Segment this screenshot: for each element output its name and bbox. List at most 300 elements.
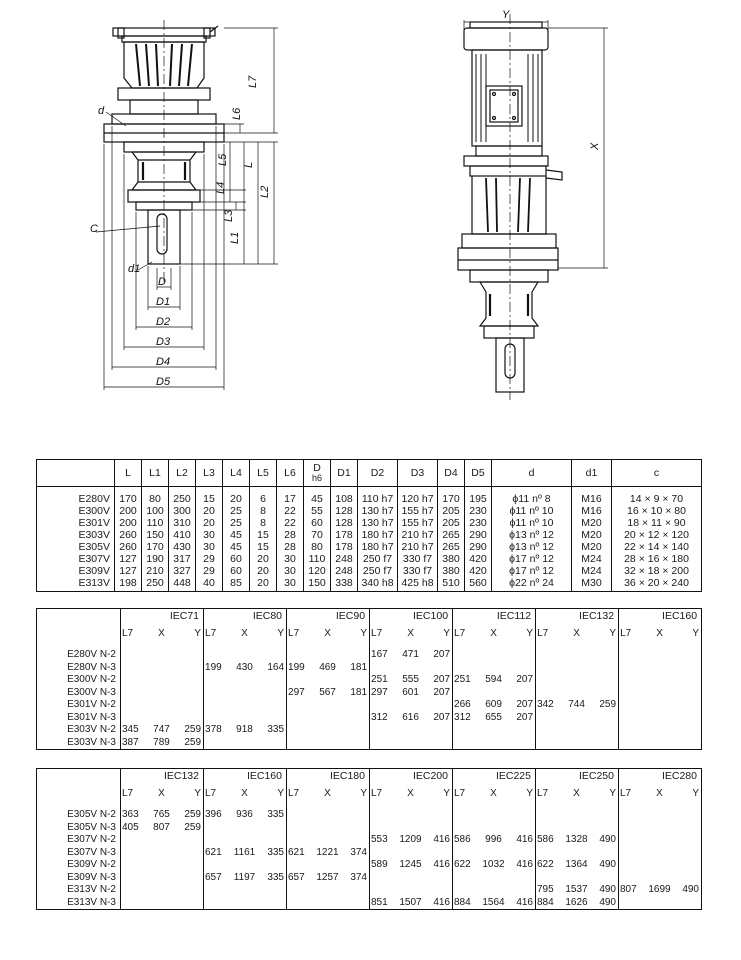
value-cell <box>148 847 176 860</box>
iec-group-header: IEC225 <box>453 769 536 786</box>
value-cell: 14 × 9 × 70 <box>612 487 702 506</box>
value-cell <box>176 662 204 675</box>
value-cell <box>563 687 591 700</box>
value-cell: 1245 <box>399 859 422 871</box>
value-cell: 416 <box>433 896 450 908</box>
value-cell <box>425 872 453 885</box>
value-cell: 657 <box>287 872 314 885</box>
value-cell: 297 <box>287 687 314 700</box>
value-cell: 330 f7 <box>398 565 438 577</box>
iec-subheader: L7 <box>121 785 148 801</box>
iec-subheader: L7 <box>370 625 397 641</box>
value-cell: 335 <box>267 724 285 736</box>
spacer-cell <box>370 801 397 809</box>
column-header <box>304 460 331 487</box>
value-cell: 380 <box>438 565 465 577</box>
table-row <box>37 847 702 860</box>
value-cell: 207 <box>433 674 451 686</box>
value-cell <box>480 737 508 750</box>
value-cell <box>508 884 536 897</box>
drawing-svg <box>0 0 741 450</box>
value-cell <box>370 822 397 835</box>
iec-subheader: L7 <box>204 785 231 801</box>
value-cell: 327 <box>169 565 196 577</box>
value-cell: 170 <box>142 541 169 553</box>
iec-subheader: X <box>158 788 165 799</box>
spacer-cell <box>370 641 397 649</box>
iec-subheader: L7 <box>287 625 314 641</box>
value-cell: 765 <box>153 809 170 821</box>
column-header: D2 <box>358 460 398 487</box>
table-row <box>37 737 702 750</box>
value-cell <box>121 834 148 847</box>
value-cell <box>508 809 536 822</box>
value-cell <box>591 847 619 860</box>
spacer-cell <box>453 801 480 809</box>
value-cell: 40 <box>196 577 223 592</box>
value-cell: 589 <box>370 859 397 872</box>
value-cell <box>646 822 674 835</box>
value-cell: ϕ11 nº 10 <box>492 505 572 517</box>
value-cell <box>287 699 314 712</box>
value-cell <box>536 674 563 687</box>
right-drawing-labels <box>502 9 601 151</box>
value-cell <box>176 699 204 712</box>
value-cell <box>397 737 425 750</box>
value-cell <box>148 674 176 687</box>
iec-subheader: X <box>407 788 414 799</box>
value-cell: 60 <box>304 517 331 529</box>
value-cell <box>646 699 674 712</box>
value-cell <box>674 834 702 847</box>
value-cell: 28 × 16 × 180 <box>612 553 702 565</box>
value-cell <box>536 712 563 725</box>
iec-subheader: Y <box>609 628 617 639</box>
value-cell <box>148 649 176 662</box>
value-cell: 259 <box>184 736 202 748</box>
column-header: L1 <box>142 460 169 487</box>
value-cell <box>314 674 342 687</box>
corner-cell <box>37 769 121 786</box>
value-cell: 555 <box>402 674 419 686</box>
iec-subheader: Y <box>194 628 202 639</box>
value-cell: 25 <box>223 517 250 529</box>
value-cell <box>370 724 397 737</box>
value-cell <box>591 822 619 835</box>
value-cell: 416 <box>516 896 533 908</box>
value-cell: 363 <box>121 809 148 822</box>
value-cell <box>121 662 148 675</box>
spacer-cell <box>508 801 536 809</box>
iec-subheader: X <box>656 628 663 639</box>
value-cell <box>646 897 674 910</box>
label-C: C <box>90 223 98 235</box>
iec-body <box>37 801 702 910</box>
value-cell <box>619 897 646 910</box>
value-cell <box>259 834 287 847</box>
value-cell <box>287 834 314 847</box>
value-cell: 1032 <box>482 859 505 871</box>
value-cell <box>121 674 148 687</box>
value-cell <box>674 724 702 737</box>
value-cell: 266 <box>453 699 480 712</box>
value-cell: 120 <box>304 565 331 577</box>
table-row <box>37 822 702 835</box>
value-cell <box>204 712 231 725</box>
value-cell: 586 <box>453 834 480 847</box>
value-cell: 430 <box>169 541 196 553</box>
value-cell <box>121 859 148 872</box>
spacer-cell <box>480 801 508 809</box>
value-cell: 387 <box>121 737 148 750</box>
value-cell <box>342 834 370 847</box>
value-cell <box>508 687 536 700</box>
value-cell <box>674 712 702 725</box>
value-cell <box>259 897 287 910</box>
value-cell: 80 <box>142 487 169 506</box>
iec-group-header: IEC250 <box>536 769 619 786</box>
value-cell: 657 <box>204 872 231 885</box>
iec-subheader: Y <box>443 788 450 799</box>
value-cell: 164 <box>267 661 285 673</box>
value-cell <box>536 809 563 822</box>
value-cell <box>314 822 342 835</box>
iec-subheader: Y <box>526 628 534 639</box>
value-cell <box>176 859 204 872</box>
iec-group-header: IEC280 <box>619 769 702 786</box>
value-cell <box>425 662 453 675</box>
value-cell <box>480 884 508 897</box>
table-row <box>37 699 702 712</box>
value-cell: M20 <box>572 529 612 541</box>
value-cell <box>148 859 176 872</box>
value-cell <box>619 674 646 687</box>
label-L: L <box>243 161 255 168</box>
value-cell: 300 <box>169 505 196 517</box>
value-cell <box>508 872 536 885</box>
value-cell: 251 <box>370 674 397 687</box>
table-row <box>37 687 702 700</box>
value-cell <box>176 897 204 910</box>
value-cell: 170 <box>438 487 465 506</box>
value-cell: 195 <box>465 487 492 506</box>
value-cell <box>674 872 702 885</box>
iec-group-header: IEC71 <box>121 609 204 626</box>
value-cell: 15 <box>196 487 223 506</box>
value-cell: 490 <box>599 834 616 846</box>
value-cell: 260 <box>115 529 142 541</box>
value-cell <box>287 859 314 872</box>
value-cell <box>619 737 646 750</box>
value-cell: M30 <box>572 577 612 592</box>
value-cell: 345 <box>121 724 148 737</box>
value-cell <box>287 822 314 835</box>
value-cell: 210 <box>142 565 169 577</box>
value-cell <box>231 699 259 712</box>
value-cell: ϕ22 nº 24 <box>492 577 572 592</box>
value-cell <box>619 859 646 872</box>
value-cell <box>453 687 480 700</box>
model-cell: E309V N-2 <box>67 859 116 871</box>
column-header: L <box>115 460 142 487</box>
iec-group-row <box>37 609 702 626</box>
value-cell: 1537 <box>565 884 588 896</box>
value-cell <box>342 649 370 662</box>
corner-cell <box>37 625 121 641</box>
iec-subheader: L7 <box>536 625 563 641</box>
spacer-cell <box>314 801 342 809</box>
spacer-cell <box>287 641 314 649</box>
column-header: D3 <box>398 460 438 487</box>
value-cell: ϕ11 nº 8 <box>492 487 572 506</box>
value-cell <box>314 712 342 725</box>
value-cell <box>148 699 176 712</box>
value-cell <box>148 662 176 675</box>
iec-subheader: Y <box>692 628 700 639</box>
value-cell <box>148 872 176 885</box>
spacer-cell <box>563 641 591 649</box>
iec-subheader: L7 <box>370 785 397 801</box>
model-cell: E301V N-3 <box>67 711 116 723</box>
value-cell: 251 <box>453 674 480 687</box>
value-cell: 180 h7 <box>358 529 398 541</box>
model-cell: E303V N-2 <box>67 724 116 736</box>
table-row <box>37 662 702 675</box>
value-cell <box>646 872 674 885</box>
iec-group-header: IEC100 <box>370 609 453 626</box>
value-cell <box>453 884 480 897</box>
value-cell <box>397 724 425 737</box>
value-cell <box>674 674 702 687</box>
iec-group-header: IEC132 <box>121 769 204 786</box>
value-cell <box>508 662 536 675</box>
value-cell: 416 <box>516 834 533 846</box>
label-L6: L6 <box>231 107 243 120</box>
value-cell <box>619 872 646 885</box>
value-cell <box>508 649 536 662</box>
value-cell <box>121 897 148 910</box>
spacer-cell <box>342 801 370 809</box>
model-cell: E303V <box>78 528 110 541</box>
value-cell: 330 f7 <box>398 553 438 565</box>
value-cell: 250 f7 <box>358 553 398 565</box>
value-cell: 80 <box>304 541 331 553</box>
spacer-cell <box>231 801 259 809</box>
iec-group-header: IEC90 <box>287 609 370 626</box>
table-row <box>37 859 702 872</box>
value-cell: 30 <box>196 541 223 553</box>
value-cell <box>674 649 702 662</box>
value-cell <box>591 662 619 675</box>
value-cell <box>646 724 674 737</box>
value-cell <box>563 847 591 860</box>
value-cell: 25 <box>223 505 250 517</box>
value-cell <box>370 847 397 860</box>
table-row <box>37 541 702 553</box>
value-cell <box>425 724 453 737</box>
value-cell: 110 <box>304 553 331 565</box>
value-cell: 207 <box>516 674 534 686</box>
value-cell: 30 <box>277 577 304 592</box>
column-header <box>37 460 115 487</box>
value-cell <box>231 737 259 750</box>
value-cell: 210 h7 <box>398 541 438 553</box>
label-D3: D3 <box>156 336 171 348</box>
value-cell: 108 <box>331 487 358 506</box>
value-cell: 259 <box>184 809 201 821</box>
value-cell <box>674 662 702 675</box>
table-row <box>37 897 702 910</box>
value-cell <box>674 687 702 700</box>
spacer-cell <box>619 641 646 649</box>
spacer-cell <box>425 641 453 649</box>
value-cell <box>314 699 342 712</box>
value-cell: 205 <box>438 517 465 529</box>
value-cell <box>204 834 231 847</box>
value-cell <box>342 809 370 822</box>
iec-subheader: Y <box>526 788 533 799</box>
value-cell: 405 <box>121 822 148 835</box>
model-cell: E280V N-3 <box>67 661 116 673</box>
value-cell: 207 <box>433 711 451 723</box>
value-cell <box>536 872 563 885</box>
iec-subheader: Y <box>277 788 284 799</box>
value-cell: 586 <box>536 834 563 847</box>
value-cell <box>121 872 148 885</box>
value-cell: 490 <box>682 884 699 896</box>
value-cell <box>231 859 259 872</box>
value-cell: 167 <box>370 649 397 662</box>
value-cell <box>536 662 563 675</box>
iec-group-header: IEC112 <box>453 609 536 626</box>
spacer-cell <box>674 641 702 649</box>
value-cell <box>536 822 563 835</box>
value-cell <box>508 737 536 750</box>
table-row <box>37 517 702 529</box>
value-cell: 553 <box>370 834 397 847</box>
value-cell <box>425 809 453 822</box>
model-cell: E307V N-3 <box>67 846 116 858</box>
value-cell: 807 <box>153 821 170 833</box>
value-cell: M20 <box>572 517 612 529</box>
value-cell: 655 <box>485 711 502 723</box>
value-cell <box>480 649 508 662</box>
value-cell: 601 <box>402 686 419 698</box>
iec-subheader: L7 <box>121 625 148 641</box>
iec-subheader-row <box>37 625 702 641</box>
value-cell: 621 <box>287 847 314 860</box>
value-cell: 178 <box>331 529 358 541</box>
spacer-cell <box>397 641 425 649</box>
value-cell <box>425 847 453 860</box>
value-cell <box>342 884 370 897</box>
value-cell: 622 <box>453 859 480 872</box>
value-cell: 60 <box>223 553 250 565</box>
model-cell: E307V N-2 <box>67 834 116 846</box>
value-cell <box>287 737 314 750</box>
value-cell: 374 <box>350 846 367 858</box>
value-cell <box>176 649 204 662</box>
value-cell: 6 <box>250 487 277 506</box>
label-d1: d1 <box>128 263 141 275</box>
value-cell: 22 <box>277 505 304 517</box>
spacer-cell <box>591 641 619 649</box>
value-cell <box>204 884 231 897</box>
value-cell <box>453 822 480 835</box>
value-cell <box>370 737 397 750</box>
value-cell <box>619 662 646 675</box>
spacer-cell <box>314 641 342 649</box>
value-cell: 297 <box>370 687 397 700</box>
value-cell: 30 <box>277 553 304 565</box>
value-cell <box>480 687 508 700</box>
table-row <box>37 884 702 897</box>
value-cell <box>480 662 508 675</box>
column-header: L6 <box>277 460 304 487</box>
spacer-row <box>37 801 702 809</box>
iec-subheader: X <box>573 788 580 799</box>
value-cell <box>453 724 480 737</box>
value-cell <box>563 674 591 687</box>
value-cell <box>674 737 702 750</box>
value-cell <box>148 712 176 725</box>
value-cell: 259 <box>184 724 202 736</box>
value-cell: 45 <box>223 529 250 541</box>
value-cell: 1257 <box>316 871 339 883</box>
value-cell <box>259 699 287 712</box>
value-cell: 200 <box>115 517 142 529</box>
value-cell: 510 <box>438 577 465 592</box>
value-cell: 1161 <box>233 846 256 858</box>
value-cell: 29 <box>196 553 223 565</box>
value-cell <box>176 884 204 897</box>
iec-subheader: X <box>407 628 414 639</box>
value-cell <box>619 699 646 712</box>
value-cell: 20 <box>250 565 277 577</box>
value-cell: 190 <box>142 553 169 565</box>
value-cell: 789 <box>153 736 170 748</box>
value-cell: 60 <box>223 565 250 577</box>
label-D: D <box>158 276 166 288</box>
value-cell <box>176 834 204 847</box>
value-cell <box>176 872 204 885</box>
value-cell: 312 <box>370 712 397 725</box>
value-cell <box>453 847 480 860</box>
value-cell: 110 <box>142 517 169 529</box>
value-cell: 1626 <box>565 896 588 908</box>
value-cell <box>231 897 259 910</box>
column-header: c <box>612 460 702 487</box>
label-L7: L7 <box>247 75 259 88</box>
iec-group-header: IEC160 <box>204 769 287 786</box>
value-cell <box>536 724 563 737</box>
value-cell: 420 <box>465 565 492 577</box>
column-header: L2 <box>169 460 196 487</box>
value-cell: 936 <box>236 809 253 821</box>
iec-subheader: Y <box>360 788 367 799</box>
iec-subheader: L7 <box>453 785 480 801</box>
column-header: D5 <box>465 460 492 487</box>
iec-subheader: X <box>241 628 248 639</box>
value-cell <box>563 737 591 750</box>
value-cell <box>591 872 619 885</box>
value-cell <box>619 712 646 725</box>
table-row <box>37 834 702 847</box>
value-cell: 1699 <box>648 884 671 896</box>
value-cell: 594 <box>485 674 502 686</box>
table-row <box>37 565 702 577</box>
value-cell: 410 <box>169 529 196 541</box>
